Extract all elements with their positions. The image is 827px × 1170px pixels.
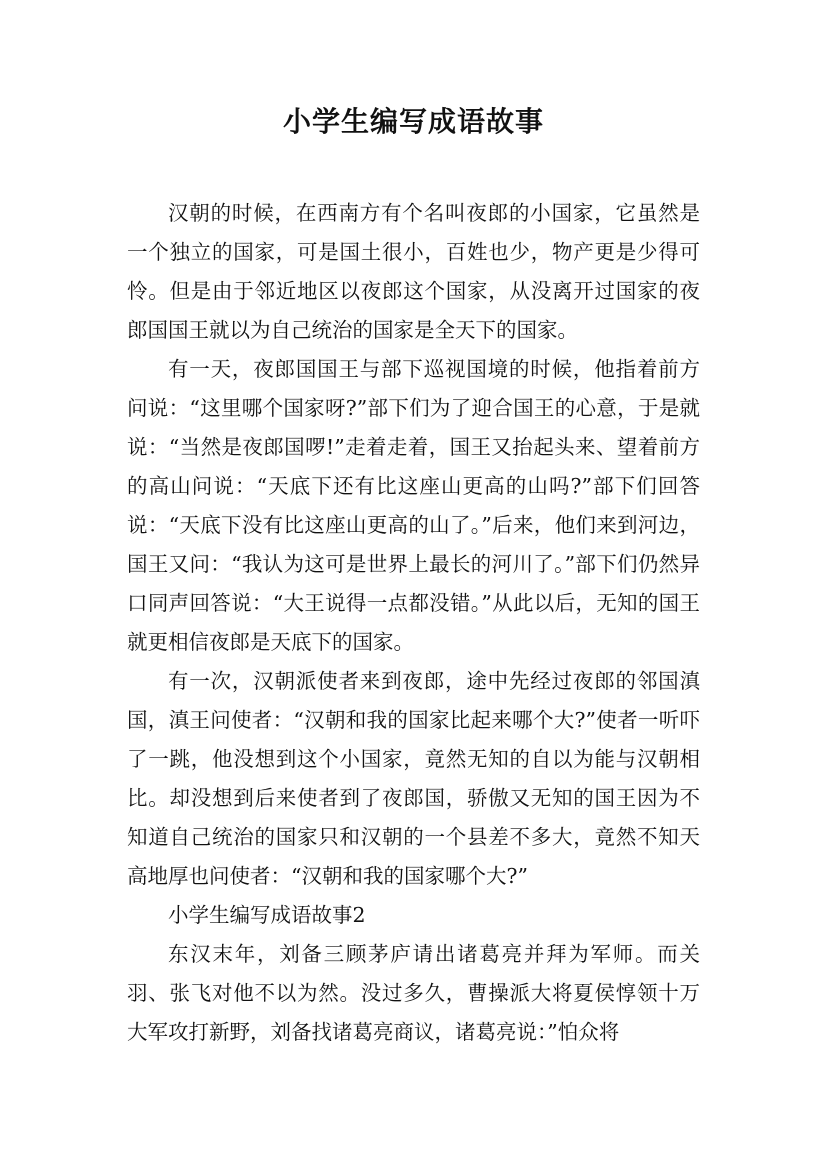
paragraph: 汉朝的时候，在西南方有个名叫夜郎的小国家，它虽然是一个独立的国家，可是国土很小，百姓也少，物产更是少得可怜。但是由于邻近地区以夜郎这个国家，从没离开过国家的夜郎国国王就以为自己统治的国家是全天下的国家。 xyxy=(127,201,700,342)
document-body xyxy=(127,194,700,1052)
document-title: 小学生编写成语故事 xyxy=(282,105,544,138)
section-heading: 小学生编写成语故事2 xyxy=(168,903,366,927)
paragraph: 有一天，夜郎国国王与部下巡视国境的时候，他指着前方问说：“这里哪个国家呀?”部下们为了迎合国王的心意，于是就说：“当然是夜郎国啰!”走着走着，国王又抬起头来、望着前方的高山问说：“天底下还有比这座山更高的山吗?”部下们回答说：“天底下没有比这座山更高的山了。”后来，他们来到河边，国王又问：“我认为这可是世界上最长的河川了。”部下们仍然异口同声回答说：“大王说得一点都没错。”从此以后，无知的国王就更相信夜郎是天底下的国家。 xyxy=(127,357,700,654)
paragraph: 东汉末年，刘备三顾茅庐请出诸葛亮并拜为军师。而关羽、张飞对他不以为然。没过多久，曹操派大将夏侯惇领十万大军攻打新野，刘备找诸葛亮商议，诸葛亮说：”怕众将 xyxy=(127,942,700,1044)
paragraph: 有一次，汉朝派使者来到夜郎，途中先经过夜郎的邻国滇国，滇王问使者：“汉朝和我的国家比起来哪个大?”使者一听吓了一跳，他没想到这个小国家，竟然无知的自以为能与汉朝相比。却没想到后来使者到了夜郎国，骄傲又无知的国王因为不知道自己统治的国家只和汉朝的一个县差不多大，竟然不知天高地厚也问使者：“汉朝和我的国家哪个大?” xyxy=(127,669,700,888)
